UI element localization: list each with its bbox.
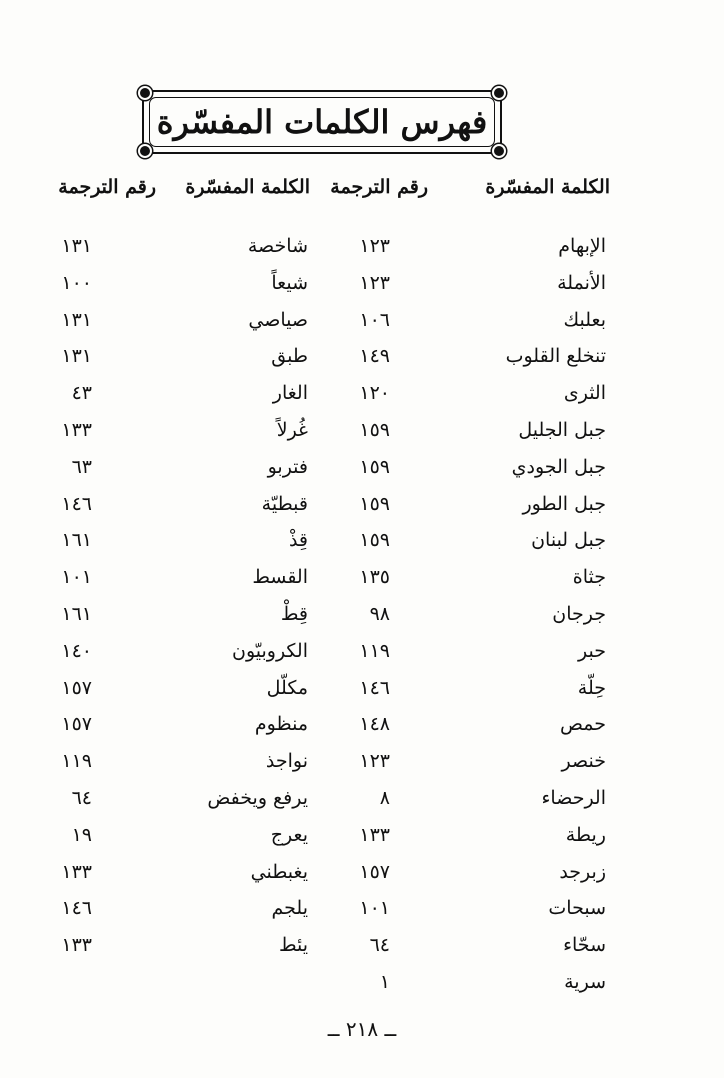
header-num-2: رقم الترجمة [58,176,156,198]
index-word: يغبطني [250,860,308,883]
table-row [0,854,724,891]
index-word: زبرجد [559,860,606,883]
index-word: حمص [559,713,606,736]
index-word: يعرج [270,823,308,846]
translation-number: ٦٣ [71,455,92,478]
translation-number: ١ [379,970,390,993]
index-word: يئط [278,934,308,957]
table-row [0,743,724,780]
table-row [0,375,724,412]
translation-number: ١٢٣ [359,271,390,294]
translation-number: ١٤٩ [359,345,390,368]
table-row [0,486,724,523]
index-word: طبق [271,345,308,368]
translation-number: ١٤٦ [61,492,92,515]
translation-number: ١٣١ [61,308,92,331]
index-word: صياصي [248,308,308,331]
translation-number: ١٤٠ [61,639,92,662]
translation-number: ١٢٣ [359,235,390,257]
table-row [0,890,724,927]
translation-number: ١٢٣ [359,750,390,773]
ornament-corner [492,86,506,100]
translation-number: ١٣١ [61,345,92,368]
translation-number: ١٠١ [61,566,92,589]
index-word: يرفع ويخفض [207,786,308,809]
translation-number: ١١٩ [61,750,92,773]
index-word: قبطيّة [261,492,308,515]
translation-number: ٦٤ [71,786,92,809]
ornament-corner [492,144,506,158]
index-word: سرية [564,970,606,993]
translation-number: ١٢٠ [359,382,390,405]
header-num-1: رقم الترجمة [330,176,428,198]
index-word: القسط [252,566,308,589]
translation-number: ١٦١ [61,602,92,625]
translation-number: ١٣٣ [61,418,92,441]
translation-number: ١٤٨ [359,713,390,736]
ornament-corner [138,86,152,100]
table-row [0,302,724,339]
translation-number: ١٥٧ [61,676,92,699]
translation-number: ١٣٣ [359,823,390,846]
table-row [0,559,724,596]
header-word-1: الكلمة المفسّرة [485,176,610,198]
index-word: يلجم [271,897,308,920]
translation-number: ١٣٣ [61,934,92,957]
index-word: الثرى [563,382,606,405]
translation-number: ١٠١ [359,897,390,920]
translation-number: ١٥٧ [61,713,92,736]
index-word: الرحضاء [541,786,606,809]
index-word: سبحات [548,897,606,920]
index-word: منظوم [254,713,308,736]
index-word: قِذْ [288,529,308,552]
table-row [0,412,724,449]
translation-number: ١٣٥ [359,566,390,589]
table-row [0,265,724,302]
index-word: قِطْ [280,602,308,625]
table-row [0,228,724,265]
index-word: غُرلاً [276,418,308,441]
table-row [0,964,724,1001]
translation-number: ١٣١ [61,235,92,257]
index-table [0,228,724,1001]
translation-number: ١٥٩ [359,418,390,441]
page-title: فهرس الكلمات المفسّرة [156,103,488,141]
translation-number: ١٤٦ [61,897,92,920]
index-word: حِلّة [577,676,606,699]
translation-number: ٨ [379,786,390,809]
index-word: جبل لبنان [531,529,606,552]
index-word: ريطة [565,823,606,846]
index-word: جبل الجودي [511,455,606,478]
ornament-corner [138,144,152,158]
index-word: بعلبك [563,308,606,331]
index-word: مكلّل [266,676,308,699]
table-row [0,338,724,375]
translation-number: ١٦١ [61,529,92,552]
index-word: نواجذ [265,750,308,773]
page-number: ــ ٢١٨ ــ [327,1017,397,1041]
index-word: الكروبيّون [231,639,308,662]
table-row [0,780,724,817]
translation-number: ١٥٧ [359,860,390,883]
table-row [0,522,724,559]
translation-number: ١١٩ [359,639,390,662]
translation-number: ١٥٩ [359,455,390,478]
translation-number: ٦٤ [369,934,390,957]
table-row [0,706,724,743]
translation-number: ١٩ [71,823,92,846]
header-word-2: الكلمة المفسّرة [185,176,310,198]
table-row [0,817,724,854]
index-word: الغار [272,382,308,405]
index-word: جبل الجليل [518,418,606,441]
table-row [0,670,724,707]
title-frame [142,90,502,154]
index-word: تنخلع القلوب [505,345,606,368]
index-word: الإبهام [558,235,606,257]
index-word: خنصر [561,750,606,773]
translation-number: ٤٣ [71,382,92,405]
index-word: شيعاً [271,271,308,294]
index-word: جثاة [572,566,606,589]
translation-number: ٩٨ [369,602,390,625]
translation-number: ١٥٩ [359,492,390,515]
translation-number: ١٥٩ [359,529,390,552]
index-word: شاخصة [247,235,308,257]
translation-number: ١٠٦ [359,308,390,331]
table-row [0,633,724,670]
translation-number: ١٣٣ [61,860,92,883]
index-word: فتربو [267,455,308,478]
table-row [0,449,724,486]
index-word: جبل الطور [522,492,606,515]
translation-number: ١٠٠ [61,271,92,294]
index-word: حبر [578,639,606,662]
table-row [0,596,724,633]
index-word: الأنملة [557,271,606,294]
index-word: سحّاء [563,934,606,957]
translation-number: ١٤٦ [359,676,390,699]
table-row [0,927,724,964]
index-word: جرجان [552,602,606,625]
